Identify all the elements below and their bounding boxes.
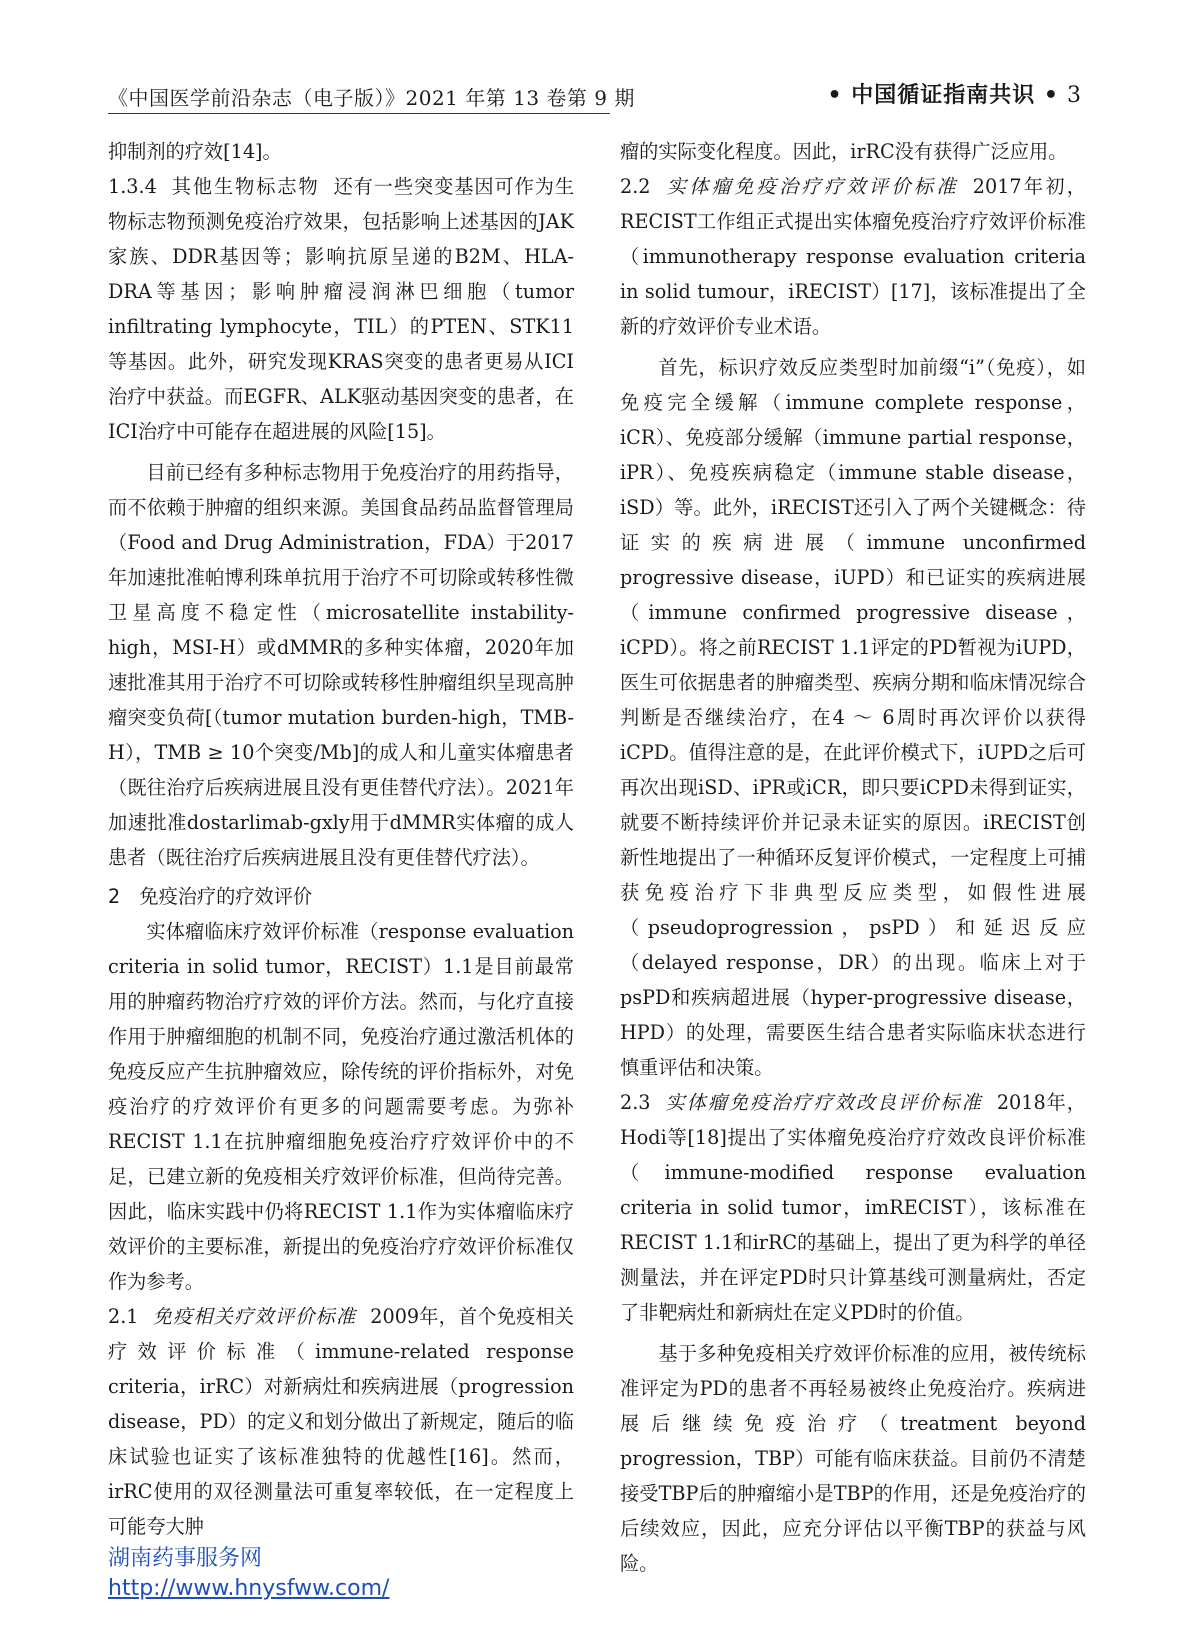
section-number: 2.1 — [108, 1305, 139, 1328]
paragraph-fragment: 抑制剂的疗效[14]。 — [108, 140, 282, 163]
watermark-footer — [108, 1544, 389, 1604]
paragraph: 实体瘤临床疗效评价标准（response evaluation criteria in solid tumor，RECIST）1.1是目前最常用的肿瘤药物治疗疗效的评价方法。然而，与化疗直接作用于肿瘤细胞的机制不同，免疫治疗通过激活机体的免疫反应产生抗肿瘤效应，除传统的评价指标外，对免疫治疗的疗效评价有更多的问题需要考虑。为弥补RECIST 1.1在抗肿瘤细胞免疫治疗疗效评价中的不足，已建立新的免疫相关疗效评价标准，但尚待完善。因此，临床实践中仍将RECIST 1.1作为实体瘤临床疗效评价的主要标准，新提出的免疫治疗疗效评价标准仅作为参考。 — [108, 920, 574, 1293]
site-link[interactable]: http://www.hnysfww.com/ — [108, 1576, 390, 1601]
page-number: 3 — [1067, 83, 1082, 108]
section-1-3-4 — [108, 169, 574, 449]
section-2-3 — [620, 1085, 1086, 1330]
section-2-heading: 2 免疫治疗的疗效评价 — [108, 885, 313, 908]
section-label — [828, 78, 1082, 109]
section-heading: 实体瘤免疫治疗疗效评价标准 — [664, 175, 959, 198]
paragraph-text: 2009年，首个免疫相关疗效评价标准（immune-related response criteria，irRC）对新病灶和疾病进展（progression disease，PD）的定义和划分做出了新规定，随后的临床试验也证实了该标准独特的优越性[16]。然而，irRC使用的双径测量法可重复率较低，在一定程度上可能夸大肿 — [108, 1305, 574, 1538]
section-2-1 — [108, 1299, 574, 1544]
section-number: 1.3.4 — [108, 175, 157, 198]
section-number: 2.2 — [620, 175, 651, 198]
right-column — [620, 134, 1086, 1581]
paragraph: 基于多种免疫相关疗效评价标准的应用，被传统标准评定为PD的患者不再轻易被终止免疫治疗。疾病进展后继续免疫治疗（treatment beyond progression，TBP）可能有临床获益。目前仍不清楚接受TBP后的肿瘤缩小是TBP的作用，还是免疫治疗的后续效应，因此，应充分评估以平衡TBP的获益与风险。 — [620, 1342, 1086, 1575]
journal-citation: 《中国医学前沿杂志（电子版）》2021 年第 13 卷第 9 期 — [108, 86, 635, 110]
running-header — [108, 78, 1082, 118]
paragraph: 首先，标识疗效反应类型时加前缀“i”（免疫），如免疫完全缓解（immune complete response，iCR）、免疫部分缓解（immune partial response，iPR）、免疫疾病稳定（immune stable disease，iSD）等。此外，iRECIST还引入了两个关键概念：待证实的疾病进展（immune unconfirmed progressive disease，iUPD）和已证实的疾病进展（immune confirmed progressive disease，iCPD）。将之前RECIST 1.1评定的PD暂视为iUPD，医生可依据患者的肿瘤类型、疾病分期和临床情况综合判断是否继续治疗，在4 ～ 6周时再次评价以获得iCPD。值得注意的是，在此评价模式下，iUPD之后可再次出现iSD、iPR或iCR，即只要iCPD未得到证实，就要不断持续评价并记录未证实的原因。iRECIST创新性地提出了一种循环反复评价模式，一定程度上可捕获免疫治疗下非典型反应类型，如假性进展（pseudoprogression，psPD）和延迟反应（delayed response，DR）的出现。临床上对于psPD和疾病超进展（hyper-progressive disease，HPD）的处理，需要医生结合患者实际临床状态进行慎重评估和决策。 — [620, 356, 1086, 1079]
paragraph-text: 2018年，Hodi等[18]提出了实体瘤免疫治疗疗效改良评价标准（immune-modified response evaluation criteria in solid tumor，imRECIST），该标准在RECIST 1.1和irRC的基础上，提出了更为科学的单径测量法，并在评定PD时只计算基线可测量病灶，否定了非靶病灶和新病灶在定义PD时的价值。 — [620, 1091, 1086, 1324]
paragraph-fragment: 瘤的实际变化程度。因此，irRC没有获得广泛应用。 — [620, 140, 1068, 163]
paragraph-text: 2017年初，RECIST工作组正式提出实体瘤免疫治疗疗效评价标准（immunotherapy response evaluation criteria in solid tumour，iRECIST）[17]，该标准提出了全新的疗效评价专业术语。 — [620, 175, 1086, 338]
site-name: 湖南药事服务网 — [108, 1546, 263, 1571]
section-number: 2.3 — [620, 1091, 651, 1114]
section-2-2 — [620, 169, 1086, 344]
header-rule — [108, 113, 610, 114]
section-name: • 中国循证指南共识 • — [827, 83, 1059, 108]
section-heading: 免疫相关疗效评价标准 — [152, 1305, 357, 1328]
left-column — [108, 134, 574, 1544]
section-heading: 其他生物标志物 — [170, 175, 320, 198]
paragraph-text: 还有一些突变基因可作为生物标志物预测免疫治疗效果，包括影响上述基因的JAK家族、DDR基因等；影响抗原呈递的B2M、HLA-DRA等基因；影响肿瘤浸润淋巴细胞（tumor infiltrating lymphocyte，TIL）的PTEN、STK11等基因。此外，研究发现KRAS突变的患者更易从ICI治疗中获益。而EGFR、ALK驱动基因突变的患者，在ICI治疗中可能存在超进展的风险[15]。 — [108, 175, 575, 443]
paragraph: 目前已经有多种标志物用于免疫治疗的用药指导，而不依赖于肿瘤的组织来源。美国食品药品监督管理局（Food and Drug Administration，FDA）于2017年加速批准帕博利珠单抗用于治疗不可切除或转移性微卫星高度不稳定性（microsatellite instability-high，MSI-H）或dMMR的多种实体瘤，2020年加速批准其用于治疗不可切除或转移性肿瘤组织呈现高肿瘤突变负荷[（tumor mutation burden-high，TMB-H），TMB ≥ 10个突变/Mb]的成人和儿童实体瘤患者（既往治疗后疾病进展且没有更佳替代疗法）。2021年加速批准dostarlimab-gxly用于dMMR实体瘤的成人患者（既往治疗后疾病进展且没有更佳替代疗法）。 — [108, 461, 574, 869]
section-heading: 实体瘤免疫治疗疗效改良评价标准 — [664, 1091, 983, 1114]
